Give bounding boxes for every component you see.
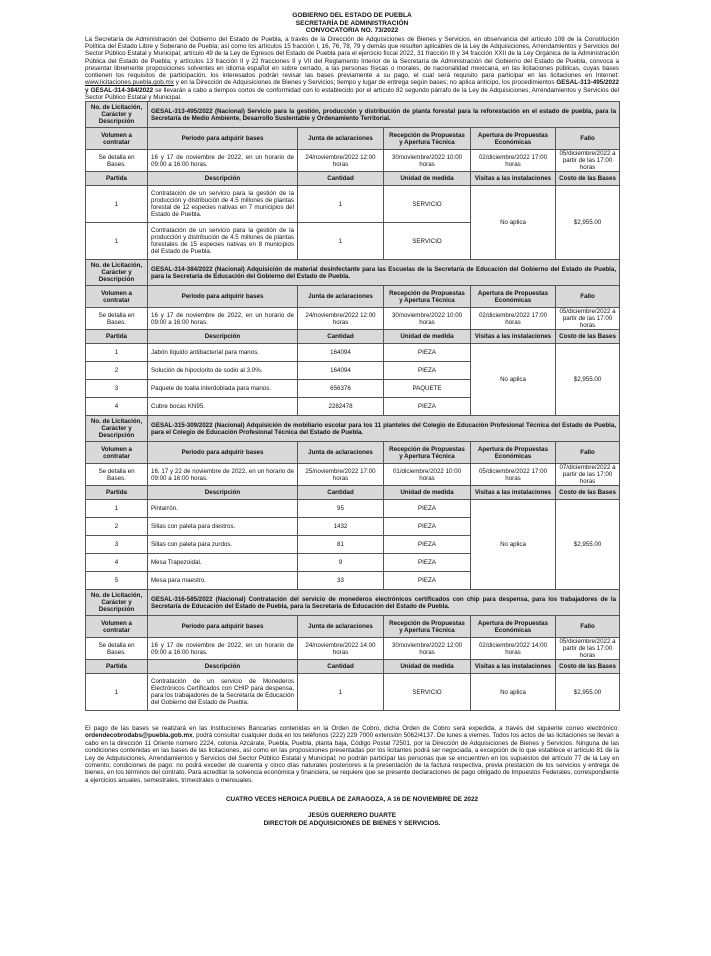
licitacion-number-label: No. de Licitación, Carácter y Descripción	[86, 260, 148, 286]
partida-number: 1	[86, 223, 148, 260]
licitacion-title-row	[86, 590, 620, 616]
partida-quantity: 2282478	[298, 398, 384, 416]
visitas-header: Visitas a las instalaciones	[471, 330, 556, 344]
fallo-value: 05/diciembre/2022 a partir de las 17:00 horas	[556, 308, 620, 330]
visitas-header: Visitas a las instalaciones	[471, 172, 556, 186]
recepcion-value: 30/noviembre/2022 12:00 horas	[384, 638, 471, 660]
footer-paragraph	[85, 725, 619, 784]
fallo-header: Fallo	[556, 128, 620, 150]
partida-quantity: 164094	[298, 344, 384, 362]
signature-block	[85, 812, 619, 827]
partida-unit: PIEZA	[384, 362, 471, 380]
schedule-header-row	[86, 128, 620, 150]
partida-header: Partida	[86, 660, 148, 674]
apertura-value: 02/diciembre/2022 14:00 horas	[471, 638, 556, 660]
partidas-header-row	[86, 660, 620, 674]
partida-number: 2	[86, 518, 148, 536]
partida-number: 3	[86, 380, 148, 398]
partida-row	[86, 186, 620, 223]
partida-unit: SERVICIO	[384, 674, 471, 711]
partida-description: Contratación de un servicio para la gestión de la producción y distribución de 4.5 millones de plantas forestales de 15 especies nativas en 8 municipios del Estado de Puebla.	[148, 223, 298, 260]
schedule-header-row	[86, 286, 620, 308]
licitacion-title-row	[86, 102, 620, 128]
visitas-header: Visitas a las instalaciones	[471, 660, 556, 674]
costo-header: Costo de las Bases	[556, 486, 620, 500]
intro-text-2: y en la Dirección de Adquisiciones de Bienes y Servicios; tiempo y lugar de entrega según bases; no aplica anticipo, los procedimientos	[173, 79, 557, 87]
footer-text-2: , podrá consultar cualquier duda en los teléfonos (222) 229 7000 extensión 5062/4137. De lunes a viernes. Todos los actos de las licitaciones se llevan a cabo en la dirección 11 Oriente número 2224, colonia Azcárate, Puebla, Puebla, planta baja, Código Postal 72501, por la Dirección de Adquisiciones de Bienes y Servicios. Ninguna de las condiciones contenidas en las bases de las licitaciones, así como en las proposiciones presentadas por los licitantes podrá ser negociada, a excepción de lo que establece el artículo 81 de la Ley de Adquisiciones, Arrendamientos y Servicios del Sector Público Estatal y Municipal; no podrán participar las personas que se encuentren en los supuestos del artículo 77 de la Ley en comento; condiciones de pago: no podrá exceder de cuarenta y cinco días naturales posteriores a la presentación de la factura respectiva, previa prestación de los servicios y entrega de bienes, en los términos del contrato. Para acreditar la solvencia económica y financiera, se requiere que se presente declaraciones de pago obligado de Impuestos Federales, correspondiente a ejercicios anuales, semestrales, trimestrales o mensuales.	[85, 732, 619, 784]
volumen-value: Se detalla en Bases.	[86, 150, 148, 172]
volumen-value: Se detalla en Bases.	[86, 638, 148, 660]
unidad-header: Unidad de medida	[384, 330, 471, 344]
partida-unit: PIEZA	[384, 536, 471, 554]
recepcion-header: Recepción de Propuestas y Apertura Técnica	[384, 286, 471, 308]
visitas-value: No aplica	[471, 500, 556, 590]
licitacion-title: GESAL-316-585/2022 (Nacional) Contratación del servicio de monederos electrónicos certificados con chip para despensa, para los trabajadores de la Secretaría de Educación del Estado de Puebla, para la Secretaría de Educación del Estado de Puebla.	[148, 590, 620, 616]
partida-number: 3	[86, 536, 148, 554]
partida-description: Jabón líquido antibacterial para manos.	[148, 344, 298, 362]
visitas-header: Visitas a las instalaciones	[471, 486, 556, 500]
partida-row	[86, 500, 620, 518]
volumen-header: Volumen a contratar	[86, 616, 148, 638]
junta-value: 24/noviembre/2022 12:00 horas	[298, 150, 384, 172]
partida-unit: PIEZA	[384, 500, 471, 518]
partida-number: 1	[86, 674, 148, 711]
schedule-row	[86, 308, 620, 330]
apertura-value: 05/diciembre/2022 17:00 horas	[471, 464, 556, 486]
partidas-header-row	[86, 172, 620, 186]
periodo-value: 16, 17 y 22 de noviembre de 2022, en un horario de 09:00 a 16:00 horas.	[148, 464, 298, 486]
partida-header: Partida	[86, 330, 148, 344]
recepcion-header: Recepción de Propuestas y Apertura Técnica	[384, 442, 471, 464]
junta-header: Junta de aclaraciones	[298, 286, 384, 308]
junta-value: 25/noviembre/2022 17:00 horas	[298, 464, 384, 486]
unidad-header: Unidad de medida	[384, 172, 471, 186]
partida-quantity: 164094	[298, 362, 384, 380]
visitas-value: No aplica	[471, 674, 556, 711]
periodo-header: Periodo para adquirir bases	[148, 128, 298, 150]
licitaciones-table	[85, 101, 620, 711]
partida-quantity: 1	[298, 186, 384, 223]
recepcion-value: 30/noviembre/2022 10:00 horas	[384, 150, 471, 172]
fallo-header: Fallo	[556, 616, 620, 638]
licitacion-number-label: No. de Licitación, Carácter y Descripción	[86, 102, 148, 128]
apertura-header: Apertura de Propuestas Económicas	[471, 442, 556, 464]
partida-description: Mesa para maestro.	[148, 572, 298, 590]
partidas-header-row	[86, 486, 620, 500]
visitas-value: No aplica	[471, 344, 556, 416]
costo-value: $2,955.00	[556, 500, 620, 590]
fallo-header: Fallo	[556, 442, 620, 464]
signatory-name: JESÚS GUERRERO DUARTE	[307, 812, 397, 820]
licitaciones-table-body	[86, 102, 620, 711]
partida-number: 1	[86, 186, 148, 223]
fallo-value: 07/diciembre/2022 a partir de las 17:00 horas	[556, 464, 620, 486]
header-secretariat: SECRETARÍA DE ADMINISTRACIÓN	[295, 19, 409, 27]
header-convocatoria: CONVOCATORIA NO. 73/2022	[305, 27, 399, 35]
descripcion-header: Descripción	[148, 172, 298, 186]
costo-value: $2,955.00	[556, 344, 620, 416]
partida-quantity: 81	[298, 536, 384, 554]
fallo-value: 05/diciembre/2022 a partir de las 17:00 horas	[556, 150, 620, 172]
volumen-value: Se detalla en Bases.	[86, 464, 148, 486]
footer-text-1: El pago de las bases se realizará en las Instituciones Bancarias contenidas en la Orden de Cobro, dicha Orden de Cobro será expedida, a través del siguiente correo electrónico:	[85, 725, 619, 733]
cantidad-header: Cantidad	[298, 330, 384, 344]
partida-quantity: 1	[298, 223, 384, 260]
descripcion-header: Descripción	[148, 486, 298, 500]
schedule-header-row	[86, 442, 620, 464]
periodo-value: 16 y 17 de noviembre de 2022, en un horario de 09:00 a 16:00 horas.	[148, 150, 298, 172]
signatory-title: DIRECTOR DE ADQUISICIONES DE BIENES Y SERVICIOS.	[263, 819, 441, 827]
partida-header: Partida	[86, 486, 148, 500]
partida-number: 1	[86, 344, 148, 362]
fallo-value: 05/diciembre/2022 a partir de las 17:00 horas	[556, 638, 620, 660]
intro-text-3: se llevarán a cabo a tiempos cortos de conformidad con lo establecido por el artículo 82 segundo párrafo de la Ley de Adquisiciones, Arrendamientos y Servicios del Sector Público Estatal y Municipal.	[85, 86, 619, 101]
unidad-header: Unidad de medida	[384, 660, 471, 674]
partida-quantity: 1	[298, 674, 384, 711]
volumen-header: Volumen a contratar	[86, 128, 148, 150]
partida-description: Cubre bocas KN95.	[148, 398, 298, 416]
periodo-header: Periodo para adquirir bases	[148, 286, 298, 308]
partida-number: 1	[86, 500, 148, 518]
partida-row	[86, 674, 620, 711]
volumen-header: Volumen a contratar	[86, 286, 148, 308]
partida-description: Solución de hipoclorito de sodio al 3.0%.	[148, 362, 298, 380]
partida-number: 4	[86, 398, 148, 416]
partida-unit: SERVICIO	[384, 186, 471, 223]
partida-number: 5	[86, 572, 148, 590]
partida-description: Paquete de toalla interdoblada para manos.	[148, 380, 298, 398]
descripcion-header: Descripción	[148, 330, 298, 344]
partida-quantity: 9	[298, 554, 384, 572]
partida-number: 4	[86, 554, 148, 572]
fallo-header: Fallo	[556, 286, 620, 308]
periodo-value: 16 y 17 de noviembre de 2022, en un horario de 09:00 a 16:00 horas.	[148, 308, 298, 330]
apertura-value: 02/diciembre/2022 17:00 horas	[471, 308, 556, 330]
partida-row	[86, 344, 620, 362]
partida-description: Sillas con paleta para diestros.	[148, 518, 298, 536]
licitacion-title: GESAL-315-309/2022 (Nacional) Adquisición de mobiliario escolar para los 11 planteles del Colegio de Educación Profesional Técnica del Estado de Puebla, para el Colegio de Educación Profesional Técnica del Estado de Puebla.	[148, 416, 620, 442]
visitas-value: No aplica	[471, 186, 556, 260]
cantidad-header: Cantidad	[298, 172, 384, 186]
unidad-header: Unidad de medida	[384, 486, 471, 500]
costo-value: $2,955.00	[556, 186, 620, 260]
licitacion-title: GESAL-313-495/2022 (Nacional) Servicio para la gestión, producción y distribución de planta forestal para la reforestación en el estado de puebla, para la Secretaría de Medio Ambiente, Desarrollo Sustentable y Ordenamiento Territorial.	[148, 102, 620, 128]
costo-value: $2,955.00	[556, 674, 620, 711]
licitacion-number-label: No. de Licitación, Carácter y Descripción	[86, 590, 148, 616]
partida-unit: PIEZA	[384, 518, 471, 536]
partida-quantity: 656376	[298, 380, 384, 398]
licitacion-number-label: No. de Licitación, Carácter y Descripción	[86, 416, 148, 442]
partida-description: Mesa Trapezoidal.	[148, 554, 298, 572]
partida-description: Contratación de un servicio de Monederos Electrónicos Certificados con CHIP para despensa, para los trabajadores de la Secretaría de Educación del Gobierno del Estado de Puebla.	[148, 674, 298, 711]
intro-procedures: GESAL-313-495/2022 y GESAL-314-384/2022	[85, 79, 619, 94]
schedule-row	[86, 464, 620, 486]
partida-unit: PAQUETE	[384, 380, 471, 398]
periodo-header: Periodo para adquirir bases	[148, 442, 298, 464]
partida-number: 2	[86, 362, 148, 380]
descripcion-header: Descripción	[148, 660, 298, 674]
cantidad-header: Cantidad	[298, 660, 384, 674]
periodo-header: Periodo para adquirir bases	[148, 616, 298, 638]
partida-unit: PIEZA	[384, 572, 471, 590]
schedule-header-row	[86, 616, 620, 638]
recepcion-header: Recepción de Propuestas y Apertura Técnica	[384, 128, 471, 150]
partida-quantity: 95	[298, 500, 384, 518]
partida-header: Partida	[86, 172, 148, 186]
costo-header: Costo de las Bases	[556, 172, 620, 186]
licitacion-title-row	[86, 416, 620, 442]
partida-unit: SERVICIO	[384, 223, 471, 260]
recepcion-value: 30/noviembre/2022 10:00 horas	[384, 308, 471, 330]
document-header	[85, 12, 619, 35]
closing-line: CUATRO VECES HEROICA PUEBLA DE ZARAGOZA, A 16 DE NOVIEMBRE DE 2022	[225, 796, 479, 804]
apertura-header: Apertura de Propuestas Económicas	[471, 128, 556, 150]
junta-value: 24/noviembre/2022 14:00 horas	[298, 638, 384, 660]
payment-email[interactable]: ordendecobrodabs@puebla.gob.mx	[85, 732, 193, 740]
recepcion-header: Recepción de Propuestas y Apertura Técnica	[384, 616, 471, 638]
apertura-header: Apertura de Propuestas Económicas	[471, 616, 556, 638]
licitacion-title: GESAL-314-384/2022 (Nacional) Adquisición de material desinfectante para las Escuelas de la Secretaría de Educación del Gobierno del Estado de Puebla, para la Secretaría de Educación del Gobierno del Estado de Puebla.	[148, 260, 620, 286]
partida-quantity: 33	[298, 572, 384, 590]
apertura-value: 02/diciembre/2022 17:00 horas	[471, 150, 556, 172]
costo-header: Costo de las Bases	[556, 660, 620, 674]
intro-paragraph	[85, 36, 619, 101]
recepcion-value: 01/diciembre/2022 10:00 horas	[384, 464, 471, 486]
partida-description: Sillas con paleta para zurdos.	[148, 536, 298, 554]
partida-quantity: 1432	[298, 518, 384, 536]
partida-description: Pintarrón.	[148, 500, 298, 518]
junta-header: Junta de aclaraciones	[298, 128, 384, 150]
partida-unit: PIEZA	[384, 344, 471, 362]
periodo-value: 16 y 17 de noviembre de 2022, en un horario de 09:00 a 16:00 horas.	[148, 638, 298, 660]
volumen-value: Se detalla en Bases.	[86, 308, 148, 330]
partida-description: Contratación de un servicio para la gestión de la producción y distribución de 4.5 millones de plantas forestal de 12 especies nativas en 7 municipios del Estado de Puebla.	[148, 186, 298, 223]
junta-header: Junta de aclaraciones	[298, 616, 384, 638]
schedule-row	[86, 638, 620, 660]
licitaciones-link[interactable]: www.licitaciones.puebla.gob.mx	[85, 79, 174, 87]
licitacion-title-row	[86, 260, 620, 286]
partidas-header-row	[86, 330, 620, 344]
header-government: GOBIERNO DEL ESTADO DE PUEBLA	[292, 12, 412, 19]
junta-value: 24/noviembre/2022 12:00 horas	[298, 308, 384, 330]
junta-header: Junta de aclaraciones	[298, 442, 384, 464]
partida-unit: PIEZA	[384, 554, 471, 572]
volumen-header: Volumen a contratar	[86, 442, 148, 464]
intro-text-1: La Secretaría de Administración del Gobierno del Estado de Puebla, a través de la Dirección de Adquisiciones de Bienes y Servicios, en observancia del artículo 108 de la Constitución Política del Estado Libre y Soberano de Puebla; así como los artículos 15 fracción I, 16, 76, 78, 79 y demás que resulten aplicables de la Ley de Adquisiciones, Arrendamientos y Servicios del Sector Público Estatal y Municipal; artículo 49 de la Ley de Egresos del Estado de Puebla para el ejercicio fiscal 2022, 31 fracción III y 34 fracción XXII de la Ley Orgánica de la Administración Pública del Estado de Puebla; y artículos 13 fracción II y 22 fracciones II y VII del Reglamento Interior de la Secretaría de Administración del Gobierno del Estado de Puebla, convoca a presentar libremente proposiciones solventes en idioma español en sobre cerrado, a las personas físicas o morales, de nacionalidad mexicana, en las licitaciones públicas, cuyas bases contienen los requisitos de participación, los interesados podrán revisar las bases previamente a su pago, el cual será requisito para participar en las licitaciones en Internet:	[85, 35, 619, 80]
apertura-header: Apertura de Propuestas Económicas	[471, 286, 556, 308]
cantidad-header: Cantidad	[298, 486, 384, 500]
schedule-row	[86, 150, 620, 172]
costo-header: Costo de las Bases	[556, 330, 620, 344]
partida-unit: PIEZA	[384, 398, 471, 416]
